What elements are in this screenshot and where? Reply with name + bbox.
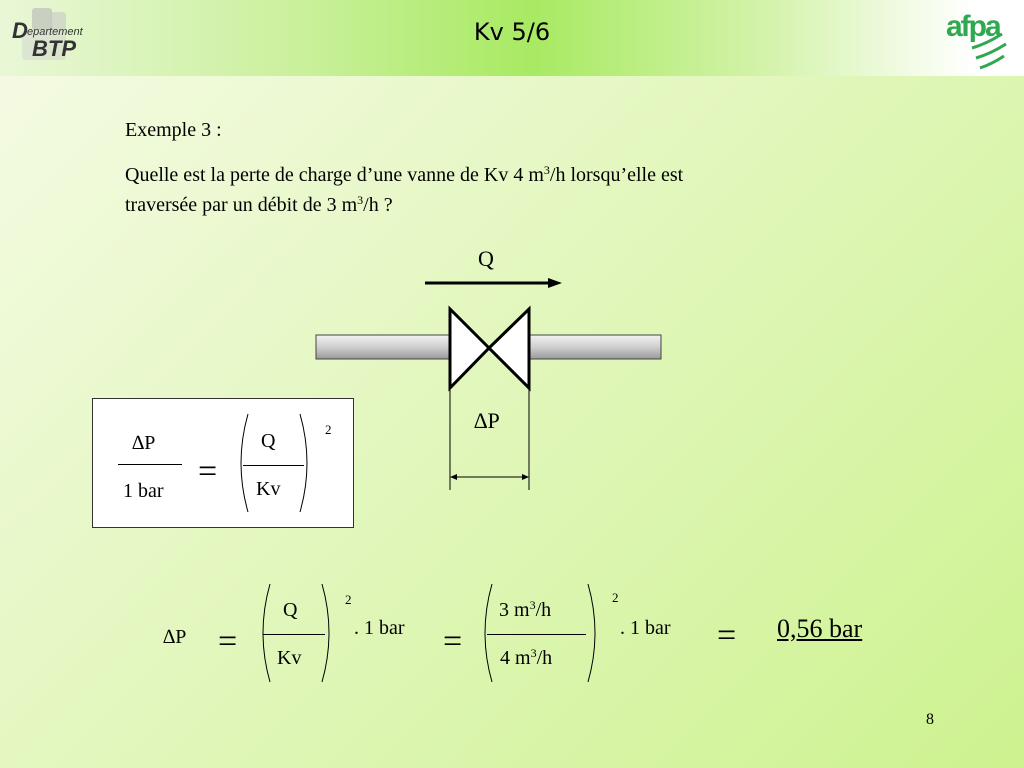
- question-line-1-text-a: Quelle est la perte de charge d’une vanne de Kv 4 m: [125, 164, 544, 186]
- pressure-drop-label: ∆P: [474, 408, 500, 433]
- calc-frac2-denominator: [500, 647, 552, 670]
- example-heading: Exemple 3 :: [125, 119, 222, 141]
- formula-rhs-denominator: Kv: [256, 478, 281, 500]
- formula-rhs-fraction-bar: [243, 465, 304, 466]
- question-line-2-text-b: /h ?: [363, 194, 393, 216]
- calc-exponent-1: 2: [345, 592, 352, 607]
- calc-equals-1: =: [218, 623, 238, 660]
- afpa-logo-text: afpa: [946, 10, 1000, 43]
- formula-equals: =: [198, 453, 218, 490]
- question-line-2-sup: 3: [357, 193, 364, 207]
- question-line-1-sup: 3: [543, 163, 550, 177]
- calc-lhs: ∆P: [163, 626, 187, 648]
- pressure-drop-dimension-icon: [450, 390, 529, 490]
- flow-label: Q: [478, 246, 494, 271]
- page-number: 8: [926, 711, 934, 728]
- question-line-2-text-a: traversée par un débit de 3 m: [125, 194, 358, 216]
- calc-exponent-2: 2: [612, 590, 619, 605]
- btp-logo-departement: epartement: [27, 26, 83, 38]
- calc-frac1-numerator: Q: [283, 599, 298, 621]
- btp-logo-d: D: [12, 18, 28, 43]
- calc-frac2-denominator-text-a: 4 m: [500, 647, 531, 669]
- calc-frac2-numerator-text-a: 3 m: [499, 599, 530, 621]
- calc-frac1-bar: [263, 634, 325, 635]
- calc-frac2-numerator-text-b: /h: [535, 599, 552, 621]
- calc-frac2-denominator-text-b: /h: [536, 647, 553, 669]
- calc-equals-3: =: [717, 617, 737, 654]
- calc-result: 0,56 bar: [777, 614, 863, 643]
- calc-frac1-denominator: Kv: [277, 647, 302, 669]
- calc-frac2-bar: [487, 634, 586, 635]
- formula-lhs-numerator: ∆P: [132, 432, 156, 454]
- pipe-right: [528, 335, 661, 359]
- calc-equals-2: =: [443, 623, 463, 660]
- calc-times-2: . 1 bar: [620, 617, 671, 639]
- valve-right-triangle: [489, 309, 529, 388]
- btp-logo-btp: BTP: [32, 36, 76, 61]
- flow-arrow-icon: [425, 278, 562, 288]
- calc-times-1: . 1 bar: [354, 617, 405, 639]
- formula-lhs-fraction-bar: [118, 464, 182, 465]
- pipe-left: [316, 335, 451, 359]
- valve-left-triangle: [450, 309, 489, 388]
- calc-frac2-denominator-sup: 3: [530, 646, 537, 660]
- formula-lhs-denominator: 1 bar: [123, 480, 164, 502]
- formula-box: [92, 398, 354, 528]
- formula-rhs-numerator: Q: [261, 430, 276, 452]
- formula-exponent: 2: [325, 422, 332, 437]
- calc-frac2-numerator: [499, 599, 551, 622]
- question-line-1-text-b: /h lorsqu’elle est: [549, 164, 684, 186]
- calc-frac2-numerator-sup: 3: [529, 598, 536, 612]
- slide-title: Kv 5/6: [473, 18, 551, 46]
